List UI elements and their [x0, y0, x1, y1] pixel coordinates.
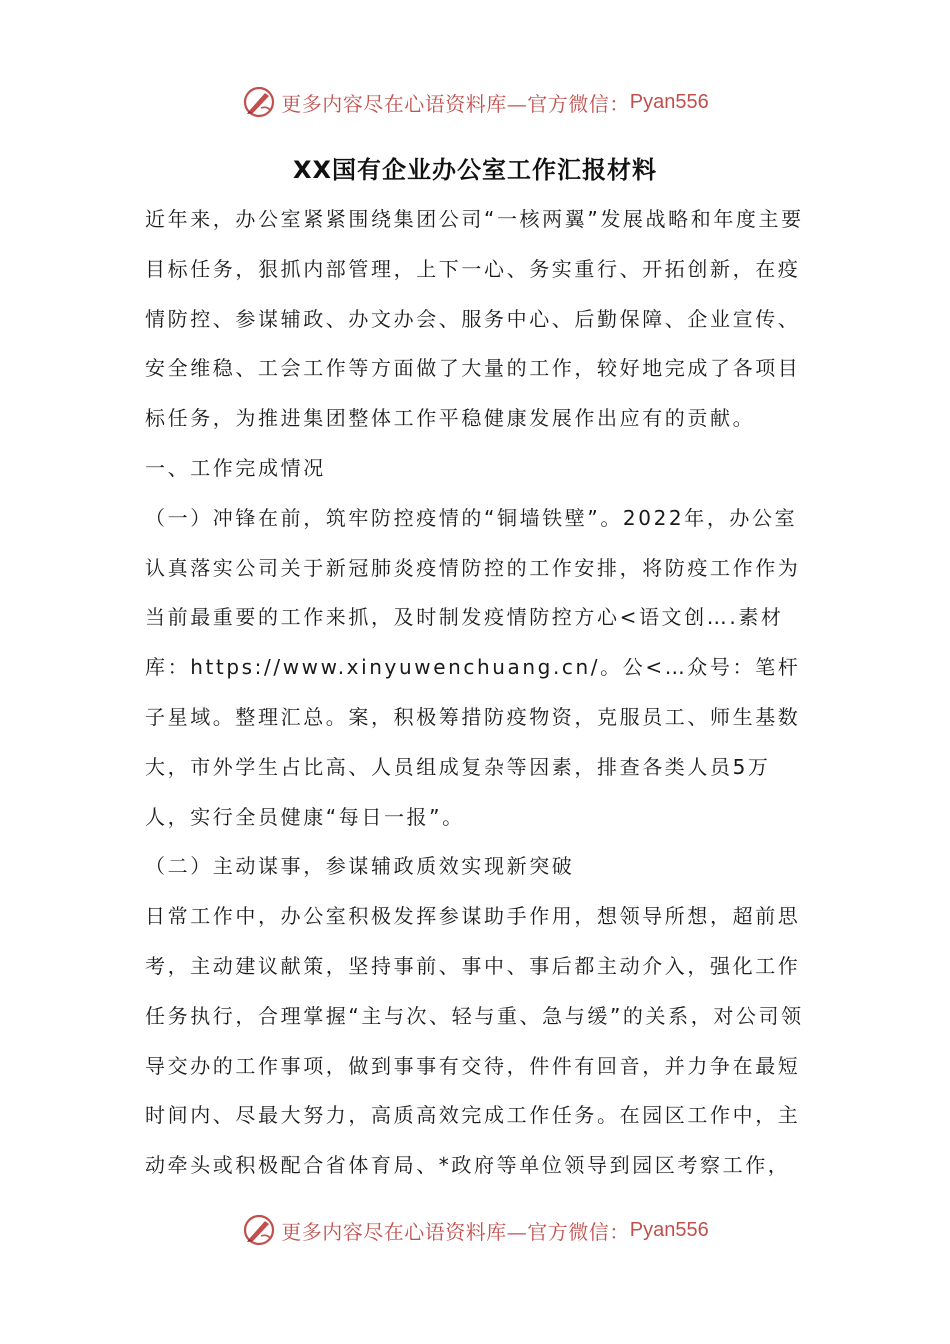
banner-wechat-id: Pyan556	[629, 90, 709, 113]
heading-subsection-2: （二）主动谋事，参谋辅政质效实现新突破	[145, 854, 575, 879]
banner-text: 更多内容尽在心语资料库—官方微信：	[281, 91, 630, 116]
footer-banner	[0, 1208, 950, 1252]
paragraph-epidemic-control: （一）冲锋在前，筑牢防控疫情的“铜墙铁壁”。2022年，办公室认真落实公司关于新冠肺炎疫情防控的工作安排，将防疫工作作为当前最重要的工作来抓，及时制发疫情防控方心<语文创….素材库：https://www.xinyuwenchuang.cn/。公<…众号：笔杆子星域。整理汇总。案，积极筹措防疫物资，克服员工、师生基数大，市外学生占比高、人员组成复杂等因素，排查各类人员5万人，实行全员健康“每日一报”。	[145, 505, 801, 829]
pen-logo-icon	[241, 84, 277, 120]
header-banner	[0, 80, 950, 124]
banner-wechat-id: Pyan556	[629, 1218, 709, 1241]
heading-section-1: 一、工作完成情况	[145, 455, 326, 480]
paragraph-daily-work: 日常工作中，办公室积极发挥参谋助手作用，想领导所想，超前思考，主动建议献策，坚持事前、事中、事后都主动介入，强化工作任务执行，合理掌握“主与次、轻与重、急与缓”的关系，对公司领导交办的工作事项，做到事事有交待，件件有回音，并力争在最短时间内、尽最大努力，高质高效完成工作任务。在园区工作中，主动牵头或积极配合省体育局、*政府等单位领导到园区考察工作，	[145, 904, 804, 1178]
pen-logo-icon	[241, 1212, 277, 1248]
document-title: XX国有企业办公室工作汇报材料	[292, 156, 657, 184]
document-body	[145, 195, 810, 1191]
paragraph-intro: 近年来，办公室紧紧围绕集团公司“一核两翼”发展战略和年度主要目标任务，狠抓内部管理，上下一心、务实重行、开拓创新，在疫情防控、参谋辅政、办文办会、服务中心、后勤保障、企业宣传、安全维稳、工会工作等方面做了大量的工作，较好地完成了各项目标任务，为推进集团整体工作平稳健康发展作出应有的贡献。	[145, 207, 804, 431]
banner-text: 更多内容尽在心语资料库—官方微信：	[281, 1219, 630, 1244]
